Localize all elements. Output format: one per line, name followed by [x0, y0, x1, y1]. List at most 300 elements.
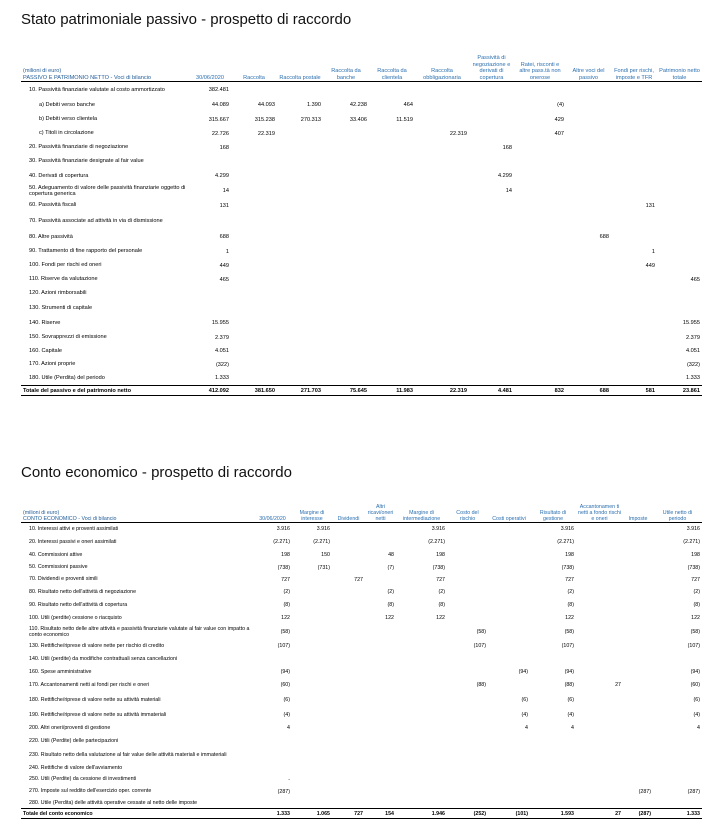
cell-value [415, 301, 469, 316]
cell-value [447, 549, 488, 562]
cell-value [576, 536, 623, 549]
cell-value [488, 640, 530, 653]
cell-value [332, 549, 365, 562]
cell-value [566, 372, 611, 386]
table-row [21, 586, 702, 599]
cell-value [611, 155, 657, 169]
cell-value [332, 679, 365, 692]
cell-value: (6) [521, 697, 528, 703]
cell-value [415, 358, 469, 372]
cell-value [292, 599, 332, 612]
cell-value [469, 213, 514, 230]
cell-value: (2) [283, 589, 290, 595]
cell-value [488, 748, 530, 763]
cell-value [576, 562, 623, 574]
cell-value [365, 679, 396, 692]
row-label: 10. Passività finanziarie valutate al costo ammortizzato [29, 86, 165, 93]
cell-value [447, 798, 488, 809]
cell-value [323, 155, 369, 169]
cell-value [447, 692, 488, 709]
cell-value [365, 536, 396, 549]
cell-value [292, 612, 332, 625]
cell-value [369, 345, 415, 358]
total-value: 4.481 [469, 386, 514, 396]
total-value: 75.645 [323, 386, 369, 396]
cell-value [396, 666, 447, 679]
cell-value [576, 574, 623, 586]
cell-value [623, 679, 653, 692]
cell-value: 464 [403, 102, 413, 108]
row-label: 30. Passività finanziarie designate al fair value [29, 158, 144, 165]
cell-value [623, 523, 653, 536]
cell-value: 3.916 [276, 526, 290, 533]
cell-value [415, 141, 469, 155]
cell-value [447, 786, 488, 798]
cell-value: (4) [693, 712, 700, 718]
cell-value [447, 562, 488, 574]
cell-value [611, 358, 657, 372]
cell-value: 122 [436, 615, 445, 621]
row-label: 100. Utili (perdite) cessione o riacquisto [29, 614, 122, 621]
cell-value [332, 599, 365, 612]
row-label: 130. Strumenti di capitale [29, 304, 93, 311]
cell-value: (2.271) [273, 539, 290, 545]
cell-value: 4 [525, 725, 528, 731]
cell-value [488, 599, 530, 612]
cell-value [653, 774, 702, 786]
cell-value [253, 748, 292, 763]
cell-value [396, 679, 447, 692]
row-label: c) Titoli in circolazione [39, 130, 94, 137]
row-label: 160. Spese amministrative [29, 668, 92, 675]
cell-value [332, 536, 365, 549]
row-label: 90. Trattamento di fine rapporto del personale [29, 248, 143, 255]
column-header: Margine di intermediazione [396, 498, 447, 523]
table-row [21, 245, 702, 259]
cell-value: 449 [645, 262, 655, 269]
cell-value [447, 763, 488, 774]
row-label: 170. Accantonamenti netti ai fondi per rischi e oneri [29, 681, 150, 688]
cell-value: (107) [561, 643, 574, 649]
cell-value [488, 536, 530, 549]
cell-value [657, 184, 702, 199]
cell-value [576, 763, 623, 774]
cell-value [231, 213, 277, 230]
cell-value [657, 169, 702, 184]
cell-value: 122 [281, 615, 290, 621]
cell-value [488, 735, 530, 748]
cell-value [488, 612, 530, 625]
cell-value [189, 301, 231, 316]
cell-value [415, 287, 469, 301]
cell-value [323, 82, 369, 98]
cell-value [514, 372, 566, 386]
cell-value [415, 372, 469, 386]
table-row [21, 199, 702, 213]
cell-value [415, 184, 469, 199]
cell-value: 4.051 [686, 348, 700, 354]
column-header: Raccolta da clientela [369, 48, 415, 82]
cell-value [231, 230, 277, 245]
cell-value [332, 798, 365, 809]
table-row [21, 536, 702, 549]
row-label: 140. Riserve [29, 319, 61, 326]
table-row [21, 679, 702, 692]
cell-value: 382.481 [208, 86, 229, 93]
cell-value [231, 141, 277, 155]
row-header-label: PASSIVO E PATRIMONIO NETTO - Voci di bilancio [23, 74, 151, 81]
total-value: 154 [365, 809, 396, 819]
cell-value: (8) [283, 602, 290, 608]
total-value: 11.983 [369, 386, 415, 396]
cell-value [566, 141, 611, 155]
cell-value [369, 127, 415, 141]
row-label: 40. Derivati di copertura [29, 172, 89, 179]
cell-value [611, 213, 657, 230]
total-value: 271.703 [277, 386, 323, 396]
cell-value [332, 692, 365, 709]
table-row [21, 722, 702, 735]
cell-value [253, 653, 292, 666]
column-header: Ratei, risconti e altre pass.tà non onerose [514, 48, 566, 82]
table-row [21, 653, 702, 666]
cell-value: 44.093 [257, 102, 275, 108]
total-value: 727 [332, 809, 365, 819]
cell-value: 198 [565, 552, 574, 558]
cell-value [369, 184, 415, 199]
cell-value [277, 199, 323, 213]
cell-value [447, 586, 488, 599]
cell-value: (94) [518, 669, 528, 675]
cell-value [231, 169, 277, 184]
cell-value [332, 763, 365, 774]
column-header: Utile netto di periodo [653, 498, 702, 523]
table-row [21, 599, 702, 612]
cell-value [488, 763, 530, 774]
cell-value [653, 798, 702, 809]
cell-value [447, 748, 488, 763]
cell-value [323, 245, 369, 259]
cell-value: 727 [354, 576, 363, 583]
cell-value [231, 331, 277, 345]
cell-value [231, 301, 277, 316]
cell-value [277, 213, 323, 230]
cell-value [576, 599, 623, 612]
total-value: 1.333 [253, 809, 292, 819]
cell-value [447, 536, 488, 549]
cell-value [576, 774, 623, 786]
table-row [21, 345, 702, 358]
table-row [21, 798, 702, 809]
cell-value [365, 774, 396, 786]
cell-value [231, 358, 277, 372]
cell-value: (2.271) [313, 539, 330, 545]
column-header: Raccolta da banche [323, 48, 369, 82]
row-label: 110. Riserve da valutazione [29, 276, 98, 283]
cell-value [488, 562, 530, 574]
row-label: 150. Sovrapprezzi di emissione [29, 334, 107, 341]
cell-value [623, 599, 653, 612]
row-label: 230. Risultato netto della valutazione al fair value delle attività materiali e immateriali [29, 751, 227, 758]
cell-value [365, 574, 396, 586]
cell-value [488, 798, 530, 809]
cell-value [530, 653, 576, 666]
cell-value [514, 230, 566, 245]
cell-value [576, 735, 623, 748]
cell-value: 15.955 [682, 320, 700, 326]
table-row [21, 273, 702, 287]
cell-value: (60) [280, 682, 290, 688]
row-label: 200. Altri oneri/proventi di gestione [29, 724, 111, 731]
cell-value [332, 709, 365, 722]
cell-value [332, 562, 365, 574]
cell-value [469, 345, 514, 358]
cell-value [415, 316, 469, 331]
total-value: 581 [611, 386, 657, 396]
cell-value [447, 523, 488, 536]
cell-value [332, 625, 365, 640]
cell-value [323, 316, 369, 331]
cell-value [469, 127, 514, 141]
cell-value: 4.299 [498, 173, 512, 179]
cell-value [323, 199, 369, 213]
cell-value: 122 [691, 615, 700, 621]
row-label: 180. Rettifiche/riprese di valore nette su attività materiali [29, 696, 161, 703]
cell-value [292, 735, 332, 748]
cell-value [323, 141, 369, 155]
cell-value [576, 722, 623, 735]
cell-value [469, 245, 514, 259]
row-label: 250. Utili (Perdite) da cessione di investimenti [29, 776, 137, 783]
cell-value [253, 735, 292, 748]
cell-value [365, 786, 396, 798]
table-row [21, 735, 702, 748]
total-value: 1.593 [530, 809, 576, 819]
cell-value [530, 763, 576, 774]
cell-value [530, 774, 576, 786]
cell-value [365, 523, 396, 536]
cell-value: 3.916 [560, 526, 574, 533]
total-value: 27 [576, 809, 623, 819]
cell-value [653, 763, 702, 774]
table-row [21, 331, 702, 345]
cell-value [566, 98, 611, 113]
cell-value: (2) [693, 589, 700, 595]
cell-value: 270.313 [300, 116, 321, 123]
cell-value [277, 287, 323, 301]
cell-value: 4 [287, 725, 290, 731]
cell-value [469, 331, 514, 345]
cell-value: (7) [387, 564, 394, 571]
cell-value [566, 199, 611, 213]
column-header: Patrimonio netto totale [657, 48, 702, 82]
cell-value [332, 653, 365, 666]
cell-value [447, 735, 488, 748]
cell-value [653, 653, 702, 666]
row-label: 70. Passività associate ad attività in via di dismissione [29, 217, 163, 224]
cell-value: - [288, 776, 290, 783]
cell-value [530, 735, 576, 748]
cell-value [623, 586, 653, 599]
cell-value [369, 287, 415, 301]
table-row [21, 127, 702, 141]
cell-value [277, 141, 323, 155]
cell-value: 4 [697, 725, 700, 731]
cell-value [611, 127, 657, 141]
cell-value: (4) [521, 712, 528, 718]
cell-value [369, 169, 415, 184]
row-label: 170. Azioni proprie [29, 361, 76, 368]
cell-value [369, 230, 415, 245]
row-label: 90. Risultato netto dell'attività di copertura [29, 601, 128, 608]
total-value: 1.946 [396, 809, 447, 819]
column-header: Passività di negoziazione e derivati di copertura [469, 48, 514, 82]
cell-value: 22.319 [257, 130, 275, 137]
section2-title: Conto economico - prospetto di raccordo [21, 464, 292, 481]
cell-value [332, 786, 365, 798]
cell-value [332, 774, 365, 786]
cell-value [189, 155, 231, 169]
cell-value [365, 692, 396, 709]
cell-value [657, 245, 702, 259]
cell-value: (88) [476, 682, 486, 688]
cell-value [365, 709, 396, 722]
cell-value [611, 169, 657, 184]
cell-value: (8) [693, 602, 700, 608]
cell-value [415, 169, 469, 184]
cell-value [576, 612, 623, 625]
cell-value [657, 127, 702, 141]
cell-value: (4) [283, 712, 290, 718]
cell-value: 1 [225, 248, 229, 255]
table-row [21, 141, 702, 155]
cell-value: (322) [686, 361, 700, 368]
cell-value [657, 113, 702, 127]
cell-value: 15.955 [211, 320, 229, 326]
cell-value [566, 273, 611, 287]
cell-value [415, 345, 469, 358]
cell-value [611, 141, 657, 155]
cell-value [369, 82, 415, 98]
table-row [21, 316, 702, 331]
balance-sheet-table [21, 48, 702, 396]
cell-value [514, 141, 566, 155]
table-row [21, 549, 702, 562]
cell-value: (2.271) [428, 539, 445, 545]
cell-value [576, 625, 623, 640]
row-label: 160. Capitale [29, 347, 62, 354]
cell-value [566, 287, 611, 301]
cell-value [566, 301, 611, 316]
cell-value [657, 155, 702, 169]
table-row [21, 358, 702, 372]
cell-value [514, 345, 566, 358]
cell-value [653, 748, 702, 763]
cell-value [566, 245, 611, 259]
cell-value [369, 301, 415, 316]
cell-value [277, 358, 323, 372]
cell-value [576, 748, 623, 763]
table-row [21, 287, 702, 301]
cell-value: 198 [691, 552, 700, 558]
cell-value: 168 [219, 144, 229, 151]
cell-value [657, 287, 702, 301]
cell-value: 198 [281, 552, 290, 558]
table-row [21, 763, 702, 774]
cell-value: (287) [277, 788, 290, 795]
cell-value [514, 273, 566, 287]
row-label: a) Debiti verso banche [39, 101, 95, 108]
cell-value [323, 345, 369, 358]
cell-value [469, 155, 514, 169]
table-row [21, 184, 702, 199]
cell-value: 727 [281, 576, 290, 583]
cell-value: (738) [687, 564, 700, 571]
cell-value [623, 562, 653, 574]
unit-label: (milioni di euro) [23, 68, 62, 75]
cell-value: (738) [561, 564, 574, 571]
cell-value [514, 358, 566, 372]
total-label: Totale del passivo e del patrimonio netto [21, 386, 189, 396]
total-label: Totale del conto economico [21, 809, 253, 819]
cell-value [369, 199, 415, 213]
cell-value [566, 169, 611, 184]
cell-value [396, 709, 447, 722]
column-header: Raccolta obbligazionaria [415, 48, 469, 82]
cell-value [396, 625, 447, 640]
cell-value [514, 169, 566, 184]
cell-value [323, 184, 369, 199]
cell-value [396, 722, 447, 735]
cell-value [623, 709, 653, 722]
cell-value [396, 786, 447, 798]
cell-value [365, 722, 396, 735]
cell-value [332, 523, 365, 536]
cell-value: (731) [317, 564, 330, 571]
cell-value [576, 523, 623, 536]
header-row [21, 498, 702, 523]
cell-value [415, 199, 469, 213]
cell-value: 3.916 [686, 526, 700, 533]
cell-value [323, 287, 369, 301]
cell-value [277, 127, 323, 141]
cell-value [415, 230, 469, 245]
row-label: 20. Interessi passivi e oneri assimilati [29, 538, 117, 545]
cell-value [566, 358, 611, 372]
table-row [21, 692, 702, 709]
unit-label: (milioni di euro) [23, 509, 60, 516]
cell-value [623, 640, 653, 653]
cell-value [231, 82, 277, 98]
cell-value [611, 331, 657, 345]
cell-value [365, 748, 396, 763]
table-row [21, 301, 702, 316]
cell-value [469, 287, 514, 301]
cell-value: (6) [693, 697, 700, 703]
cell-value [530, 786, 576, 798]
cell-value: (287) [687, 788, 700, 795]
table-row [21, 169, 702, 184]
cell-value [292, 679, 332, 692]
cell-value: (88) [564, 682, 574, 688]
cell-value [369, 213, 415, 230]
column-header: Accantonamen ti netti a fondo rischi e oneri [576, 498, 623, 523]
cell-value [415, 82, 469, 98]
cell-value [323, 127, 369, 141]
cell-value [657, 141, 702, 155]
cell-value [566, 184, 611, 199]
cell-value [566, 113, 611, 127]
